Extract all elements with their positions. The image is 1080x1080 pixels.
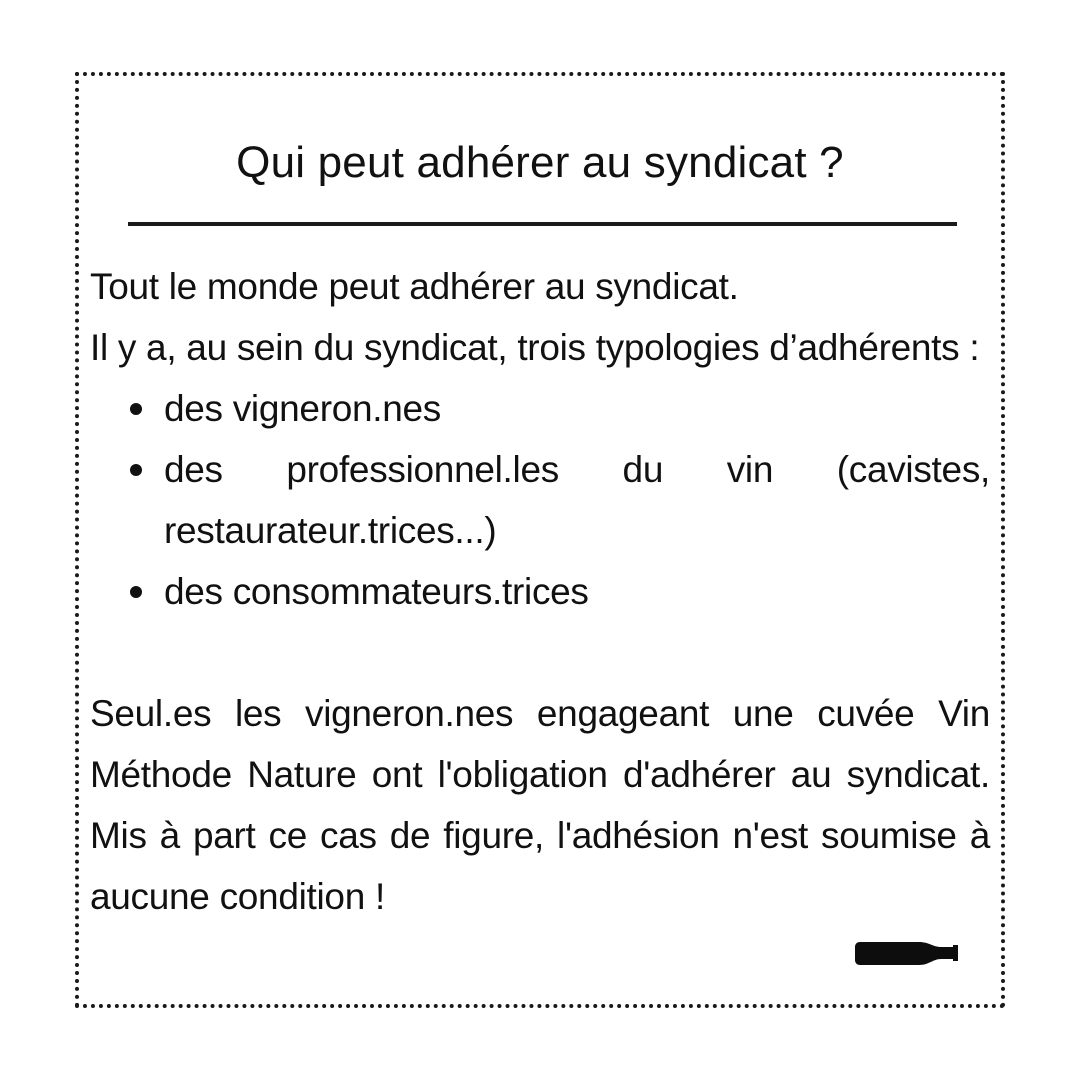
title-divider — [128, 222, 957, 226]
bullet-icon — [130, 464, 142, 476]
conclusion-paragraph: Seul.es les vigneron.nes engageant une cuvée Vin Méthode Nature ont l'obligation d'adhérer au syndicat. Mis à part ce cas de figure, l'adhésion n'est soumise à aucune condition ! — [90, 693, 990, 917]
bullet-icon — [130, 586, 142, 598]
bullet-icon — [130, 403, 142, 415]
list-item-text: des consommateurs.trices — [164, 571, 589, 612]
list-item — [90, 561, 990, 622]
intro-line-2: Il y a, au sein du syndicat, trois typologies d’adhérents : — [90, 327, 980, 368]
intro-line-1: Tout le monde peut adhérer au syndicat. — [90, 266, 739, 307]
list-item — [90, 378, 990, 439]
page-title: Qui peut adhérer au syndicat ? — [236, 138, 844, 187]
main-content — [90, 256, 990, 927]
member-types-list — [90, 378, 990, 622]
list-item-text: des vigneron.nes — [164, 388, 441, 429]
list-item — [90, 439, 990, 561]
wine-bottle-icon — [855, 939, 959, 969]
paragraph-spacer — [90, 622, 990, 683]
list-item-text: des professionnel.les du vin (cavistes, restaurateur.trices...) — [164, 449, 990, 551]
